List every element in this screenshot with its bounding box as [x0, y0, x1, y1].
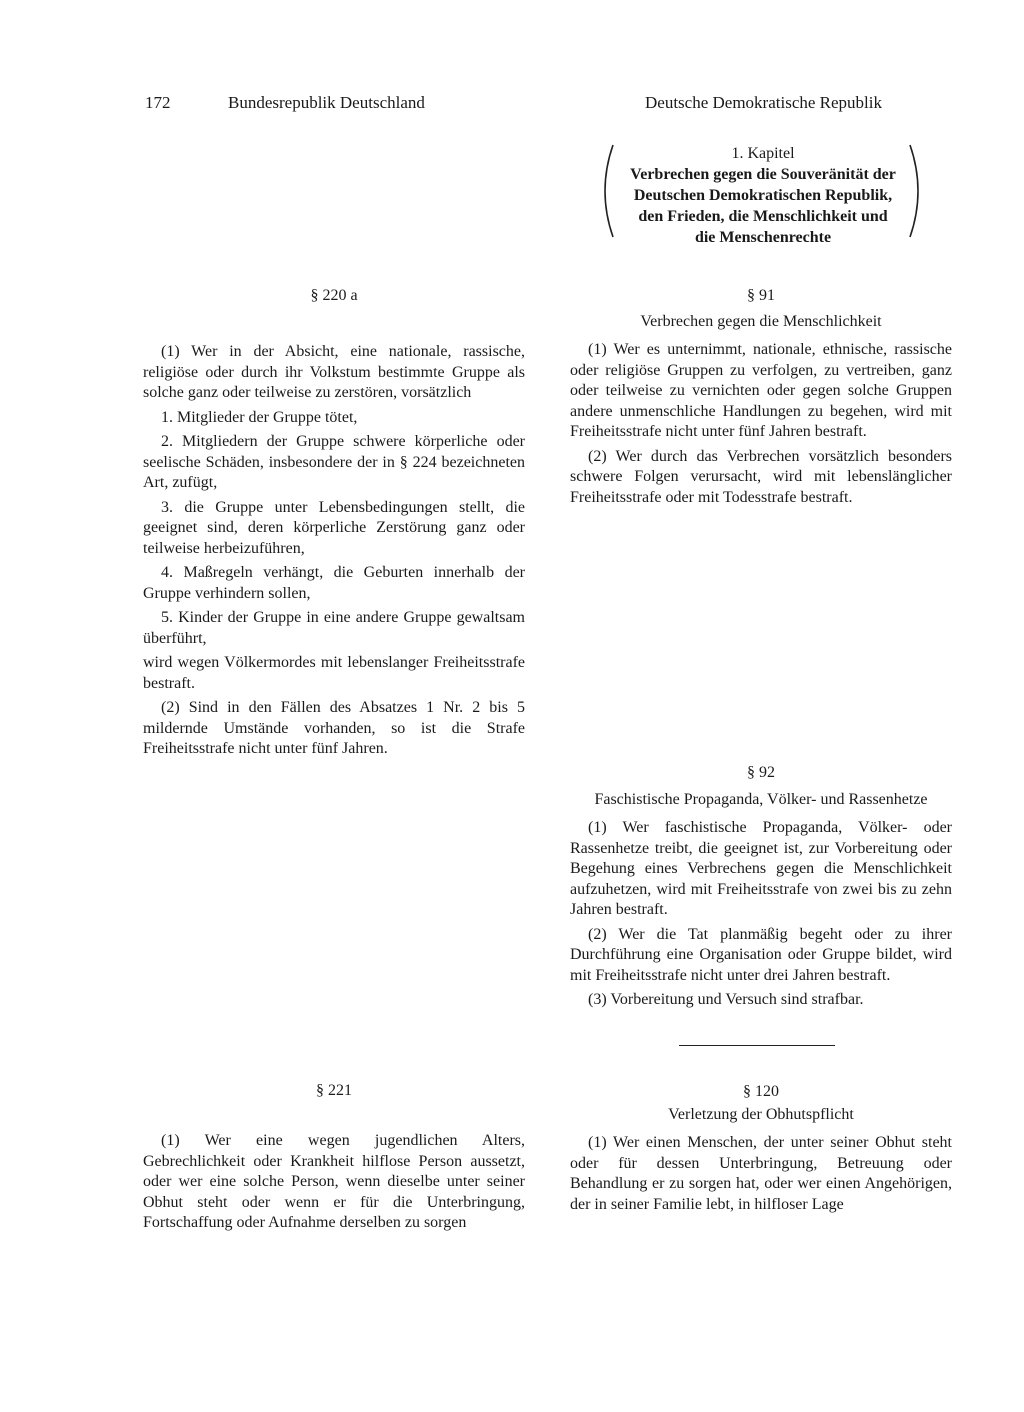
section-120-heading: § 120	[743, 1083, 779, 1100]
paragraph: (1) Wer faschistische Propaganda, Völker- oder Rassenhetze treibt, die geeignet ist, zur Vorbereitung oder Begehung eines Verbrechens gegen die Menschlichkeit aufzuhetzen, wird mit Freiheitsstrafe von zwei bis zu zehn Jahren bestraft.	[570, 819, 952, 918]
chapter-title-line: Verbrechen gegen die Souveränität der	[630, 166, 896, 183]
paragraph: (1) Wer in der Absicht, eine nationale, rassische, religiöse oder durch ihr Volkstum bestimmte Gruppe als solche ganz oder teilweise zu zerstören, vorsätzlich	[143, 343, 525, 401]
chapter-number: 1. Kapitel	[731, 145, 795, 162]
list-item: 5. Kinder der Gruppe in eine andere Gruppe gewaltsam überführt,	[143, 609, 525, 647]
paragraph: (1) Wer eine wegen jugendlichen Alters, Gebrechlichkeit oder Krankheit hilflose Person aussetzt, oder wer eine solche Person, wenn dieselbe unter seiner Obhut steht oder wenn er für die Unterbringung, Fortschaffung oder Aufnahme derselben zu sorgen	[143, 1132, 525, 1231]
section-221-body	[143, 1131, 525, 1238]
section-221-heading: § 221	[316, 1082, 352, 1099]
chapter-title-line: Deutschen Demokratischen Republik,	[633, 187, 893, 204]
section-220a-heading: § 220 a	[310, 287, 358, 304]
paragraph: (2) Wer durch das Verbrechen vorsätzlich besonders schwere Folgen verursacht, wird mit lebenslänglicher Freiheitsstrafe oder mit Todesstrafe bestraft.	[570, 447, 952, 506]
section-91-body	[570, 340, 952, 512]
paragraph: (3) Vorbereitung und Versuch sind strafbar.	[588, 991, 864, 1008]
section-120-body	[570, 1133, 952, 1219]
left-running-title: Bundesrepublik Deutschland	[228, 93, 425, 112]
section-divider	[679, 1045, 835, 1046]
section-91-title: Verbrechen gegen die Menschlichkeit	[640, 313, 882, 330]
paragraph: (2) Sind in den Fällen des Absatzes 1 Nr. 2 bis 5 mildernde Umstände vorhanden, so ist die Strafe Freiheitsstrafe nicht unter fünf Jahren.	[143, 699, 525, 757]
section-92-body	[570, 818, 952, 1015]
section-91-heading: § 91	[747, 287, 775, 304]
paragraph: (2) Wer die Tat planmäßig begeht oder zu ihrer Durchführung eine Organisation oder Gruppe bildet, wird mit Freiheitsstrafe nicht unter drei Jahren bestraft.	[570, 925, 952, 984]
page-number: 172	[145, 93, 171, 112]
paragraph: (1) Wer es unternimmt, nationale, ethnische, rassische oder religiöse Gruppen zu verfolgen, zu vertreiben, ganz oder teilweise zu vernichten oder gegen solche Gruppen andere unmenschliche Handlungen zu begehen, wird mit Freiheitsstrafe nicht unter fünf Jahren bestraft.	[570, 341, 952, 440]
section-92-heading: § 92	[747, 764, 775, 781]
right-running-title: Deutsche Demokratische Republik	[645, 93, 882, 112]
section-120-title: Verletzung der Obhutspflicht	[668, 1106, 854, 1123]
list-item: 2. Mitgliedern der Gruppe schwere körperliche oder seelische Schäden, insbesondere der in § 224 bezeichneten Art, zufügt,	[143, 433, 525, 491]
chapter-heading	[600, 143, 926, 248]
list-item: 3. die Gruppe unter Lebensbedingungen stellt, die geeignet sind, deren körperliche Zerstörung ganz oder teilweise herbeizuführen,	[143, 498, 525, 557]
paragraph: (1) Wer einen Menschen, der unter seiner Obhut steht oder für dessen Unterbringung, Betreuung oder Behandlung er zu sorgen hat, oder wer einen Angehörigen, der in seiner Familie lebt, in hilfloser Lage	[570, 1134, 952, 1213]
section-92-title: Faschistische Propaganda, Völker- und Rassenhetze	[594, 791, 928, 808]
paragraph: wird wegen Völkermordes mit lebenslanger Freiheitsstrafe bestraft.	[143, 654, 525, 692]
list-item: 1. Mitglieder der Gruppe tötet,	[161, 408, 358, 426]
section-220a-body	[143, 342, 525, 764]
chapter-title-line: die Menschenrechte	[694, 229, 832, 246]
list-item: 4. Maßregeln verhängt, die Geburten innerhalb der Gruppe verhindern sollen,	[143, 564, 525, 602]
chapter-title-line: den Frieden, die Menschlichkeit und	[638, 208, 888, 225]
